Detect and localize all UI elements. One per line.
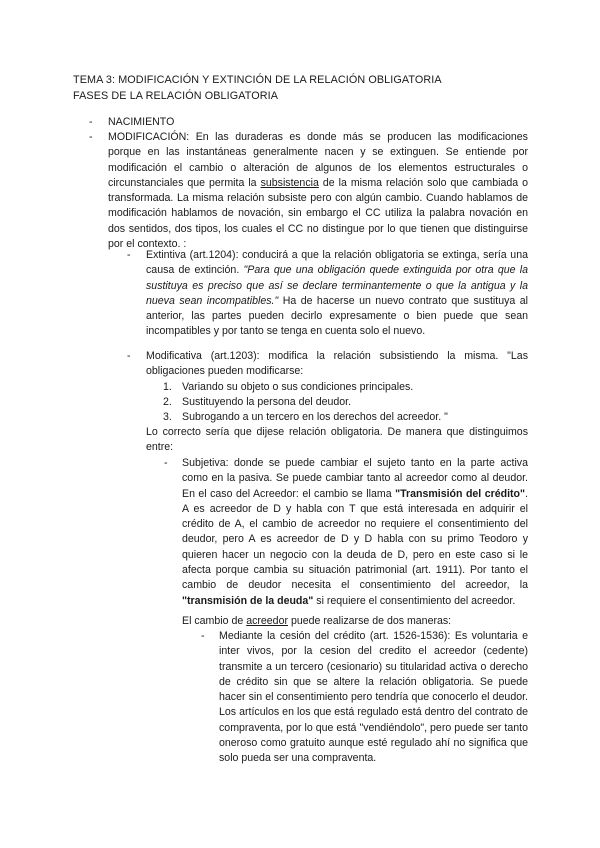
list-item: Subrogando a un tercero en los derechos del acreedor. " <box>182 411 448 423</box>
list-number: 2. <box>163 396 172 408</box>
correcto-paragraph: Lo correcto sería que dijese relación obligatoria. De manera que distinguimos entre: <box>146 426 528 454</box>
bullet-dash: - <box>127 249 131 261</box>
list-number: 3. <box>163 411 172 423</box>
cambio-acreedor-paragraph: El cambio de acreedor puede realizarse de dos maneras: <box>182 615 452 627</box>
cesion-paragraph: Mediante la cesión del crédito (art. 1526-1536): Es voluntaria e inter vivos, por la cesion del credito el acreedor (cedente) transmite a un tercero (cesionario) su titularidad activa o derecho de crédito sin que se altere la relación obligatoria. Se puede hacer sin el consentimiento pero tendría que conocerlo el deudor. Los artículos en los que está regulado está dentro del contrato de compraventa, por lo que está "vendiéndolo", pero puede ser tanto oneroso como gratuito aunque esté regulado ahí no significa que solo pueda ser una compraventa. <box>219 630 528 765</box>
list-number: 1. <box>163 381 172 393</box>
list-item: Variando su objeto o sus condiciones principales. <box>182 381 414 393</box>
bullet-dash: - <box>89 131 93 143</box>
document-subtitle: FASES DE LA RELACIÓN OBLIGATORIA <box>73 90 279 102</box>
bullet-dash: - <box>127 350 131 362</box>
quote-italic: "Para que una obligación quede extinguida por otra que la sustituya es preciso que así se declare terminantemente o que la antigua y la nueva sean incompatibles." <box>146 264 528 307</box>
bullet-dash: - <box>201 630 205 642</box>
document-heading <box>73 72 442 104</box>
list-item: Sustituyendo la persona del deudor. <box>182 396 352 408</box>
underlined-term: subsistencia <box>260 176 319 189</box>
modificativa-paragraph: Modificativa (art.1203): modifica la relación subsistiendo la misma. "Las obligaciones pueden modificarse: <box>146 350 528 378</box>
document-title: TEMA 3: MODIFICACIÓN Y EXTINCIÓN DE LA RELACIÓN OBLIGATORIA <box>73 74 442 86</box>
modificacion-paragraph: MODIFICACIÓN: En las duraderas es donde más se producen las modificaciones porque en las instantáneas generalmente nacen y se extinguen. Se entiende por modificación el cambio o alteración de algunos de los elementos estructurales o circunstanciales que permita la subsistencia de la misma relación solo que cambiada o transformada. La misma relación subsiste pero con algún cambio. Cuando hablamos de modificación hablamos de novación, sin embargo el CC utiliza la palabra novación en dos sentidos, dos tipos, los cuales el CC no distingue por lo que tienen que distinguirse por el contexto. : <box>108 131 528 251</box>
extintiva-paragraph: Extintiva (art.1204): conducirá a que la relación obligatoria se extinga, sería una causa de extinción. "Para que una obligación quede extinguida por otra que la sustituya es preciso que así se declare terminantemente o que la antigua y la nueva sean incompatibles." Ha de hacerse un nuevo contrato que sustituya al anterior, las partes pueden decirlo expresamente o bien puede que sean incompatibles y por tanto se tenga en cuenta solo el nuevo. <box>146 249 529 338</box>
underlined-term: acreedor <box>246 615 288 627</box>
subjetiva-paragraph: Subjetiva: donde se puede cambiar el sujeto tanto en la parte activa como en la pasiva. Se puede cambiar tanto al acreedor como al deudor. En el caso del Acreedor: el cambio se llama "Transmisión del crédito". A es acreedor de D y habla con T que está interesada en adquirir el crédito de A, el cambio de acreedor no requiere el consentimiento del deudor, pero A es acreedor de D y D habla con su primo Teodoro y quieren hacer un negocio con la deuda de D, pero en este caso si le afecta porque cambia su situación patrimonial (art. 1911). Por tanto el cambio de deudor necesita el consentimiento del acreedor, la "transmisión de la deuda" si requiere el consentimiento del acreedor. <box>182 457 528 607</box>
item-nacimiento: NACIMIENTO <box>108 116 175 128</box>
bullet-dash: - <box>164 457 168 469</box>
bullet-dash: - <box>89 116 93 128</box>
